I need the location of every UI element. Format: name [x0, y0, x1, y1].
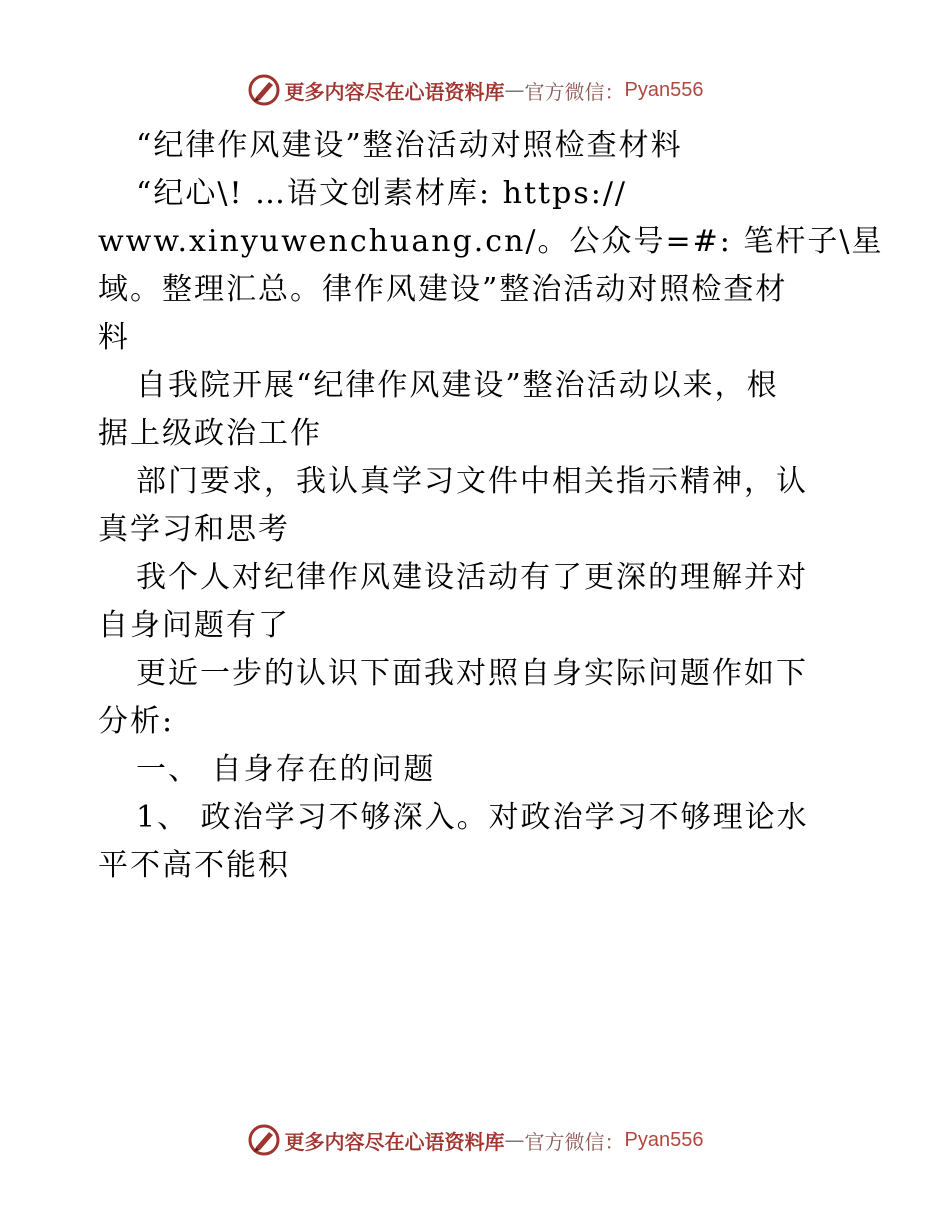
banner-wechat-id: Pyan556 [624, 1128, 704, 1151]
paragraph-line: 料 [98, 320, 130, 355]
banner-main-text: 更多内容尽在心语资料库 [284, 1129, 505, 1154]
banner-wechat-label: 官方微信： [524, 79, 625, 104]
paragraph-line: 平不高不能积 [98, 848, 290, 883]
paragraph-line: 自我院开展“纪律作风建设”整治活动以来，根 [136, 368, 779, 403]
list-item: 1、 政治学习不够深入。对政治学习不够理论水 [136, 800, 809, 835]
pen-logo-icon [247, 1123, 281, 1157]
pen-logo-icon [247, 73, 281, 107]
paragraph-line: 据上级政治工作 [98, 416, 322, 451]
paragraph-line: 我个人对纪律作风建设活动有了更深的理解并对 [136, 560, 808, 595]
banner-wechat-label: 官方微信： [524, 1129, 625, 1154]
paragraph-line: 部门要求，我认真学习文件中相关指示精神，认 [136, 464, 808, 499]
paragraph-line: 域。整理汇总。律作风建设”整治活动对照检查材 [98, 272, 788, 307]
document-title: “纪律作风建设”整治活动对照检查材料 [136, 128, 683, 163]
header-watermark-banner [0, 70, 950, 110]
banner-dash: — [504, 1128, 525, 1152]
paragraph-line: 分析: [98, 704, 175, 739]
footer-watermark-banner [0, 1120, 950, 1160]
paragraph-line: 自身问题有了 [98, 608, 290, 643]
section-heading: 一、 自身存在的问题 [136, 752, 436, 787]
paragraph-line: “纪心\! …语文创素材库: https:// [136, 176, 628, 211]
document-body [98, 122, 884, 890]
banner-main-text: 更多内容尽在心语资料库 [284, 79, 505, 104]
paragraph-line: 真学习和思考 [98, 512, 290, 547]
paragraph-line: 更近一步的认识下面我对照自身实际问题作如下 [136, 656, 808, 691]
banner-dash: — [504, 78, 525, 102]
banner-wechat-id: Pyan556 [624, 78, 704, 101]
paragraph-line: www.xinyuwenchuang.cn/。公众号=#: 笔杆子\星 [98, 224, 884, 259]
